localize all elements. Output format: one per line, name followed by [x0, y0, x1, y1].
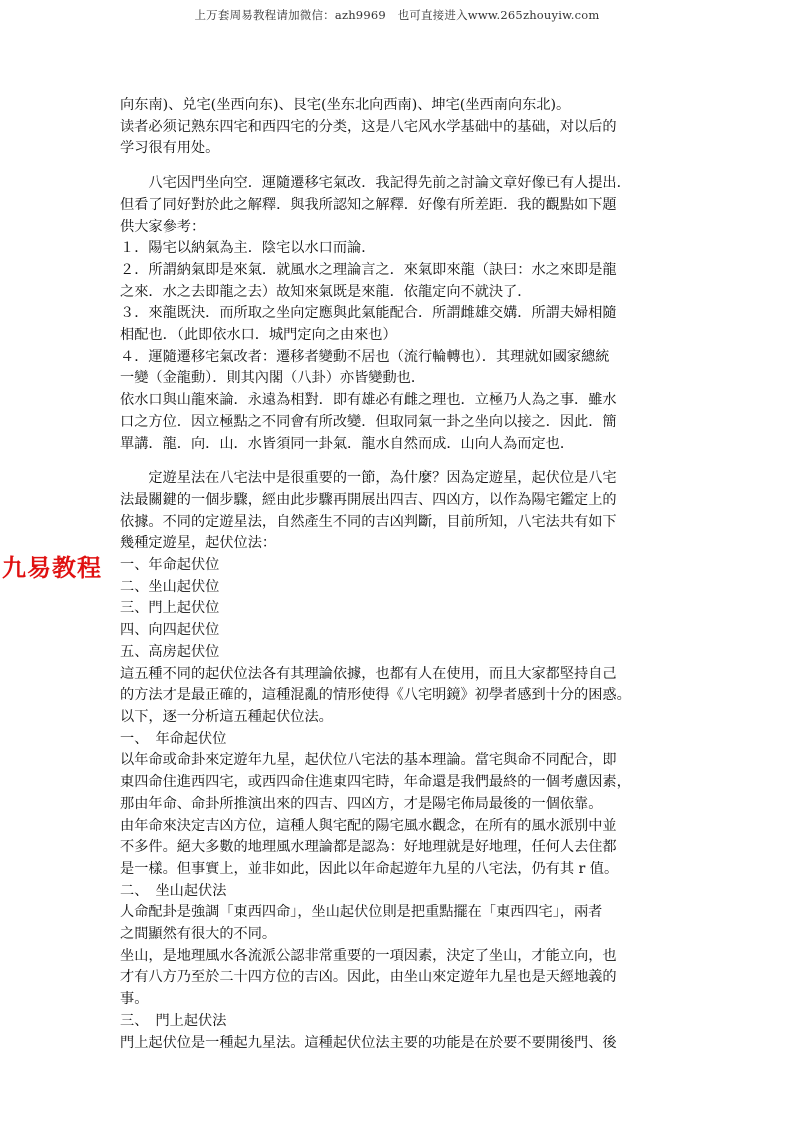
text-line: ４．運隨遷移宅氣改者：遷移者變動不居也（流行輪轉也）．其理就如國家總統	[120, 348, 610, 365]
text-line: 向东南)、兑宅(坐西向东)、艮宅(坐东北向西南)、坤宅(坐西南向东北)。	[120, 97, 571, 113]
text-line: 定遊星法在八宅法中是很重要的一節，為什麼？因為定遊星，起伏位是八宅	[120, 470, 617, 487]
text-line: ２．所謂納氣即是來氣．就風水之理論言之．來氣即來龍（訣曰：水之來即是龍	[120, 261, 617, 278]
document-body	[120, 95, 677, 1054]
text-line: 相配也．（此即依水口．城門定向之由來也）	[120, 327, 397, 344]
paragraph-block-2	[120, 173, 677, 455]
text-line: 才有八方乃至於二十四方位的吉凶。因此，由坐山來定遊年九星也是天經地義的	[120, 969, 617, 986]
text-line: 法最關鍵的一個步驟，經由此步驟再開展出四吉、四凶方，以作為陽宅鑑定上的	[120, 491, 617, 508]
text-line: 之來．水之去即龍之去）故知來氣既是來龍．依龍定向不就決了．	[120, 283, 532, 300]
text-line: 之間顯然有很大的不同。	[120, 926, 277, 943]
text-line: 读者必须记熟东四宅和西四宅的分类，这是八宅风水学基础中的基础，对以后的	[120, 118, 617, 135]
text-line: 那由年命、命卦所推演出來的四吉、四凶方，才是陽宅佈局最後的一個依靠。	[120, 795, 603, 812]
text-line: 依據。不同的定遊星法，自然產生不同的吉凶判斷，目前所知，八宅法共有如下	[120, 513, 617, 530]
section-heading: 三、 門上起伏法	[120, 1012, 227, 1029]
list-item: 四、向四起伏位	[120, 622, 220, 639]
text-line: 以下，逐一分析這五種起伏位法。	[120, 708, 333, 725]
watermark-logo: 九易教程	[2, 554, 102, 582]
page-header-banner: 上万套周易教程请加微信：azh9969 也可直接进入www.265zhouyiw.com	[194, 8, 600, 22]
text-line: 這五種不同的起伏位法各有其理論依據，也都有人在使用，而且大家都堅持自己	[120, 665, 617, 682]
text-line: 坐山，是地理風水各流派公認非常重要的一項因素，決定了坐山，才能立向，也	[120, 947, 617, 964]
list-item: 五、高房起伏位	[120, 643, 220, 660]
text-line: 單講．龍．向．山．水皆須同一卦氣．龍水自然而成．山向人為而定也．	[120, 435, 575, 452]
text-line: 不多件。絕大多數的地理風水理論都是認為：好地理就是好地理，任何人去住都	[120, 839, 617, 856]
paragraph-block-1	[120, 95, 677, 160]
text-line: 口之方位．因立極點之不同會有所改變．但取同氣一卦之坐向以接之．因此．簡	[120, 413, 617, 430]
text-line: 事。	[120, 991, 149, 1008]
list-item: 一、年命起伏位	[120, 557, 220, 574]
text-line: 供大家參考：	[120, 218, 206, 235]
paragraph-gap	[120, 455, 677, 468]
text-line: 由年命來決定吉凶方位，這種人與宅配的陽宅風水觀念，在所有的風水派別中並	[120, 817, 617, 834]
text-line: １．陽宅以納氣為主．陰宅以水口而論．	[120, 240, 376, 257]
text-line: 依水口與山龍來論．永遠為相對．即有雄必有雌之理也．立極乃人為之事．雖水	[120, 392, 617, 409]
text-line: 的方法才是最正確的，這種混亂的情形使得《八宅明鏡》初學者感到十分的困惑。	[120, 687, 631, 704]
paragraph-block-3	[120, 468, 677, 1054]
text-line: 但看了同好對於此之解釋．與我所認知之解釋．好像有所差距．我的觀點如下題	[120, 196, 617, 213]
paragraph-gap	[120, 160, 677, 173]
text-line: 人命配卦是強調「東西四命」，坐山起伏位則是把重點擺在「東西四宅」，兩者	[120, 904, 603, 921]
text-line: 是一樣。但事實上，並非如此，因此以年命起遊年九星的八宅法，仍有其 r 值。	[120, 860, 619, 877]
text-line: 東四命住進西四宅，或西四命住進東四宅時，年命還是我們最終的一個考慮因素，	[120, 774, 631, 791]
section-heading: 二、 坐山起伏法	[120, 882, 227, 899]
text-line: 八宅因門坐向空．運隨遷移宅氣改．我記得先前之討論文章好像已有人提出．	[120, 175, 631, 192]
text-line: 一變（金龍動）．則其內閣（八卦）亦皆變動也．	[120, 370, 426, 387]
text-line: 学习很有用处。	[120, 140, 220, 157]
section-heading: 一、 年命起伏位	[120, 730, 227, 747]
list-item: 二、坐山起伏位	[120, 578, 220, 595]
text-line: 以年命或命卦來定遊年九星，起伏位八宅法的基本理論。當宅與命不同配合，即	[120, 752, 617, 769]
text-line: 幾種定遊星，起伏位法：	[120, 535, 277, 552]
text-line: ３．來龍既決．而所取之坐向定應與此氣能配合．所謂雌雄交媾．所謂夫婦相隨	[120, 305, 617, 322]
text-line: 門上起伏位是一種起九星法。這種起伏位法主要的功能是在於要不要開後門、後	[120, 1034, 617, 1051]
list-item: 三、門上起伏位	[120, 600, 220, 617]
